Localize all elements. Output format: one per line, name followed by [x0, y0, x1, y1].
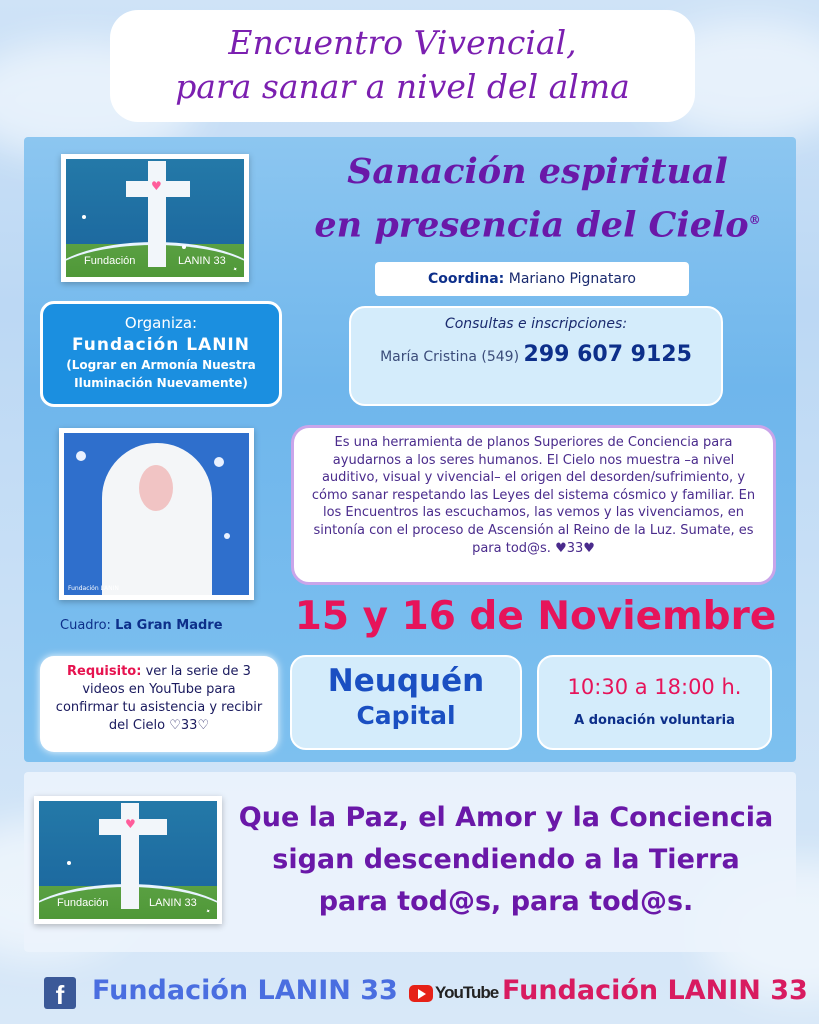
schedule-donation: A donación voluntaria [574, 713, 735, 728]
event-date: 15 y 16 de Noviembre [294, 594, 777, 639]
youtube-icon[interactable] [409, 985, 433, 1002]
heart-icon: ♥ [125, 817, 136, 831]
quote-line3: para tod@s, para tod@s. [318, 886, 694, 917]
event-subtitle-line1: Sanación espiritual [347, 151, 728, 192]
organiza-box [40, 301, 282, 407]
coordina-label: Coordina: [428, 271, 505, 287]
logo-right-label: LANIN 33 [178, 255, 226, 267]
contact-name: María Cristina [380, 349, 477, 365]
consultas-label: Consultas e inscripciones: [444, 316, 628, 332]
event-subtitle [285, 148, 790, 250]
painting-caption [60, 618, 223, 633]
area-code: (549) [481, 349, 520, 365]
event-subtitle-line2: en presencia del Cielo [314, 204, 749, 246]
phone-number[interactable]: 299 607 9125 [523, 342, 692, 367]
footer [0, 965, 819, 1020]
painting-caption-title: La Gran Madre [115, 618, 223, 633]
location-line1: Neuquén [327, 663, 485, 699]
header-title-box [110, 10, 695, 122]
header-title-line2: para sanar a nivel del alma [175, 67, 630, 106]
coordina-name: Mariano Pignataro [508, 271, 636, 287]
header-title-line1: Encuentro Vivencial, [228, 23, 577, 62]
heart-icon: ♥ [151, 179, 162, 193]
schedule-box [537, 655, 772, 750]
location-box [290, 655, 522, 750]
logo-left-label: Fundación [57, 897, 109, 909]
facebook-icon[interactable]: f [44, 977, 76, 1009]
requisito-label: Requisito: [67, 664, 142, 679]
requisito-text: ver la serie de 3 videos en YouTube para confirmar tu asistencia y recibir del Cielo ♡33♡ [55, 664, 263, 733]
quote-line1: Que la Paz, el Amor y la Conciencia [238, 802, 774, 833]
facebook-link[interactable]: Fundación LANIN 33 [92, 975, 398, 1006]
quote-line2: sigan descendiendo a la Tierra [272, 844, 740, 875]
closing-quote [232, 797, 780, 923]
logo-right-label: LANIN 33 [149, 897, 197, 909]
youtube-link[interactable]: Fundación LANIN 33 [502, 975, 808, 1006]
organiza-name: Fundación LANIN [72, 335, 250, 355]
cross-logo: ♥ Fundación LANIN 33 ✦ [34, 796, 222, 924]
organiza-tagline-line1: (Lograr en Armonía Nuestra [66, 358, 256, 372]
logo-left-label: Fundación [84, 255, 136, 267]
consultas-box [349, 306, 723, 406]
painting-signature: Fundación LANIN [68, 585, 119, 592]
organiza-tagline-line2: Iluminación Nuevamente) [74, 376, 248, 390]
organiza-label: Organiza: [124, 314, 198, 332]
requisito-box [40, 656, 278, 752]
painting-la-gran-madre [59, 428, 254, 600]
painting-caption-label: Cuadro: [60, 618, 111, 633]
registered-mark: ® [748, 213, 761, 227]
schedule-time: 10:30 a 18:00 h. [567, 675, 742, 699]
cross-logo: ♥ Fundación LANIN 33 ✦ [61, 154, 249, 282]
coordina-box [375, 262, 689, 296]
description-box: Es una herramienta de planos Superiores de Conciencia para ayudarnos a los seres humanos. El Cielo nos muestra –a nivel auditivo, visual y vivencial– el origen del desorden/sufrimiento, y cómo sanar respetando las Leyes del sistema cósmico y familiar. En los Encuentros las escuchamos, las vemos y las vivenciamos, en sintonía con el proceso de Ascensión al Reino de la Luz. Sumate, es para tod@s. ♥33♥ [291, 425, 776, 585]
location-line2: Capital [356, 701, 456, 730]
youtube-wordmark[interactable]: YouTube [435, 983, 499, 1002]
